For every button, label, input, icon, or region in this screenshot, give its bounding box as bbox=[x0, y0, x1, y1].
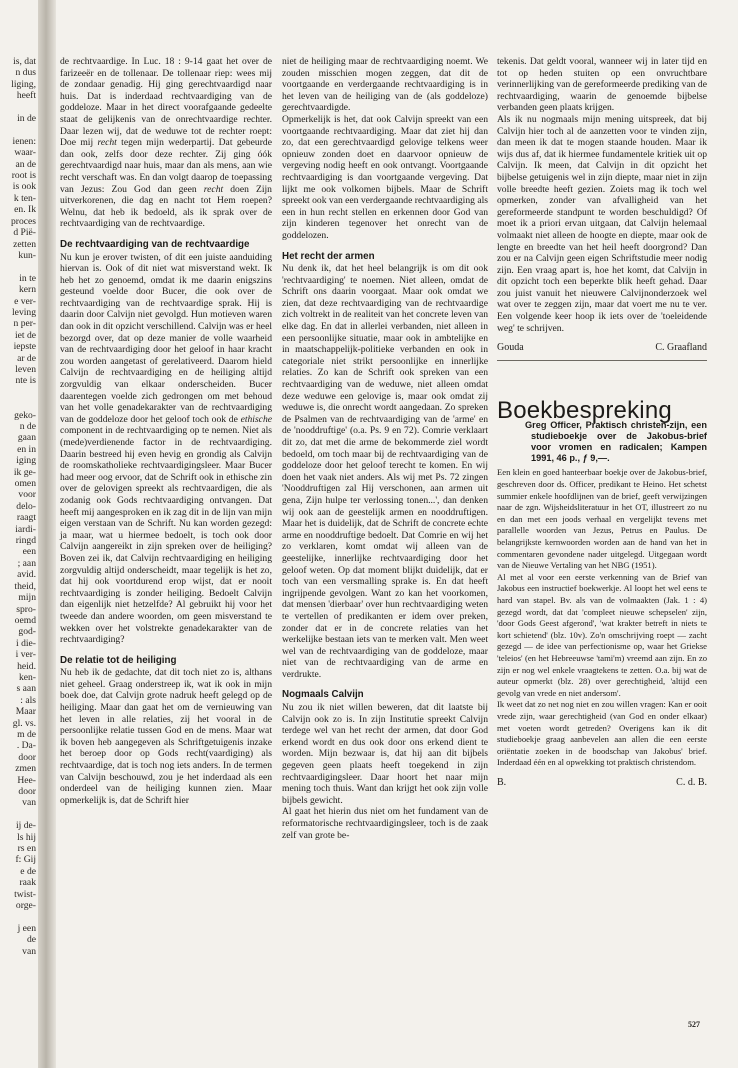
margin-fragment: twist- bbox=[14, 888, 36, 900]
section-title: Boekbespreking bbox=[497, 396, 672, 424]
paragraph: Al gaat het hierin dus niet om het fundament van de reformatorische rechtvaardigingsleer, toch is de zaak zelf van grote be- bbox=[282, 806, 488, 841]
margin-fragment: kun- bbox=[18, 249, 36, 261]
margin-fragment: delo- bbox=[16, 500, 36, 512]
paragraph: Nu kun je erover twisten, of dit een juiste aanduiding hiervan is. Ook of dit niet wat misverstand wekt. Ik heb het zo genoemd, omdat ik me daarin enigszins gesteund voelde door Bucer, die ook over de rechtvaardiging van de rechtvaardige sprak. Hij is daarin door Calvijn niet gevolgd. Hun motieven waren dan ook in dit opzicht verschillend. Calvijn was er heel bezorgd over, dat op deze manier de volle waarheid van de rechtvaardiging door het geloof in haar kracht zou worden aangetast of gerelativeerd. Daarom hield Calvijn de rechtvaardiging en de heiliging altijd zorgvuldig van elkaar onderscheiden. Bucer daarentegen voelde zich gedrongen om met behoud van het volle genadekarakter van de rechtvaardiging van de goddeloze door het geloof toch ook de ethische component in de rechtvaardiging op te nemen. Niet als (mede)verdienende factor in de rechtvaardiging. Daarin bestreed hij even hevig en grondig als Calvijn de roomskatholieke rechtvaardigingsleer. Maar Bucer had meer oog ervoor, dat de Schrift ook in ethische zin over de gelovigen spreekt als rechtvaardigen, die als zodanig ook Gods rechtvaardiging ontvangen. Dat heeft mij aangesproken en ik zag dit in de lijn van mijn eigen verstaan van de Schrift. Nu kan worden gezegd: ja maar, wat u hiermee bedoelt, is toch ook door Calvijn aangereikt in zijn spreken over de heiliging? Boven zei ik, dat Calvijn rechtvaardiging en heiliging zorgvuldig altijd onderscheidt, maar tegelijk is het zo, dat hij ook voortdurend erop wijst, dat er nooit rechtvaardiging is zonder heiliging. Bedoelt Calvijn dan eigenlijk niet hetzelfde? Al gebruikt hij voor het tweede dan andere woorden, om geen misverstand te wekken over het volstrekte genadekarakter van de rechtvaardiging? bbox=[60, 251, 272, 646]
margin-fragment: n per- bbox=[13, 318, 36, 330]
page-number: 527 bbox=[688, 1020, 700, 1029]
author-signature bbox=[497, 342, 707, 354]
margin-fragment: ls hij bbox=[17, 831, 36, 843]
margin-fragment: i ver- bbox=[15, 649, 36, 661]
margin-fragment: s aan bbox=[16, 683, 36, 695]
margin-fragment: d Pië- bbox=[13, 227, 36, 239]
signature-left: B. bbox=[497, 776, 507, 788]
margin-fragment: en. Ik bbox=[14, 204, 36, 216]
margin-fragment: ienen: bbox=[12, 135, 36, 147]
paragraph: Als ik nu nogmaals mijn mening uitspreek, dat bij Calvijn hier toch al de aanzetten voor te vinden zijn, dan meen ik dat te mogen staande houden. Maar ik wijs dus af, dat ik hiermee fundamentele kritiek uit op Calvijn. Ik meen, dat Calvijn in dit opzicht het bijbelse getuigenis wel in zijn diepte, maar niet in zijn volle breedte heeft gezien. Zoiets mag ik toch wel opmerken, zonder van afvalligheid van het gereformeerde standpunt te worden beschuldigd? Of moet ik a priori ervan uitgaan, dat Calvijn helemaal volmaakt niet alleen de hoogte en diepte, maar ook de lengte en breedte van het heil heeft doorgrond? Dan zou er na Calvijn geen eigen Schriftstudie meer nodig zijn. Een vraag apart is, hoe het komt, dat Calvijn in dit opzicht toch een beperkte blik heeft gehad. Daar zou juist vanuit het nieuwere Calvijnonderzoek wel wat over te zeggen zijn, maar dat voert me nu te ver. Een volgende keer hoop ik iets over de 'toeleidende weg' te schrijven. bbox=[497, 113, 707, 334]
margin-fragment: k ten- bbox=[13, 192, 36, 204]
margin-fragment: en in bbox=[17, 443, 36, 455]
margin-fragment: leving bbox=[12, 306, 36, 318]
margin-fragment: zetten bbox=[13, 238, 36, 250]
signature-right: C. d. B. bbox=[676, 776, 707, 788]
margin-fragment: in de bbox=[17, 113, 36, 125]
column-2 bbox=[282, 56, 488, 841]
margin-fragment: e de bbox=[20, 865, 36, 877]
margin-fragment bbox=[0, 124, 36, 135]
margin-fragment: ar de bbox=[17, 352, 36, 364]
margin-fragment: spro- bbox=[16, 603, 36, 615]
margin-fragment bbox=[0, 261, 36, 272]
section-heading: De rechtvaardiging van de rechtvaardige bbox=[60, 238, 250, 250]
margin-fragment: iet de bbox=[14, 329, 36, 341]
margin-fragment: ringd bbox=[15, 535, 36, 547]
margin-fragment: door bbox=[18, 786, 36, 797]
margin-fragment: an de bbox=[15, 158, 36, 170]
margin-fragment: liging, bbox=[11, 78, 36, 90]
margin-fragment: orge- bbox=[15, 900, 36, 912]
margin-fragment: iardi- bbox=[15, 523, 36, 535]
margin-fragment: e ver- bbox=[14, 295, 36, 307]
margin-fragment: iging bbox=[16, 455, 36, 467]
margin-fragment: leven bbox=[15, 363, 36, 375]
paragraph: Nu denk ik, dat het heel belangrijk is om dit ook 'rechtvaardiging' te noemen. Niet alleen, omdat de Schrift ons daarin voorgaat. Maar ook omdat we zien, dat deze rechtvaardiging van de rechtvaardige zich voltrekt in de realiteit van het concrete leven van elke dag. En dat in allerlei verbanden, niet alleen in een persoonlijke situatie, maar ook in ambtelijke en in maatschappelijk-politieke verbanden en ook in categoriale niet strikt persoonlijke en innerlijke relaties. Zo kan de Schrift ook spreken van een rechtvaardiging van de weduwe, niet alleen omdat deze weduwe een gelovige is, maar ook omdat zij weduwe is, die onrecht wordt aangedaan. Zo spreken de Psalmen van de rechtvaardiging van de 'arme' en de 'nooddruftige' (o.a. Ps. 9 en 72). Comrie verklaart dit zo, dat met die arme de bekommerde ziel wordt bedoeld, om toch maar bij de rechtvaardiging van de goddeloze door het geloof terecht te komen. En wij doen het vaak niet anders. Als wij met Ps. 72 zingen 'Nooddruftigen zal Hij verschonen, aan armen uit gena, Zijn hulpe ter verlossing tonen...', dan denken wij ook aan de geestelijk armen en nooddruftigen. Maar het is duidelijk, dat de Schrift de concrete echte arme en nooddruftige bedoelt. Dat Comrie en wij het zo verklaren, komt omdat wij alleen van de geestelijke, innerlijke rechtvaardiging door het geloof weten. Op dat moment blijkt duidelijk, dat er toch van een versmalling sprake is. En dat heeft ingrijpende gevolgen. Want zo kan het voorkomen, dat mensen 'dierbaar' over hun rechtvaardiging weten te vertellen of predikanten er idem over preken, zonder dat er in de concrete relaties van het werkelijke bestaan iets van te merken valt. Men weet wel van de rechtvaardiging van de goddeloze, maar niet van de rechtvaardiging van de arme en verdrukte. bbox=[282, 263, 488, 680]
margin-fragment bbox=[0, 398, 36, 409]
margin-fragment: waar- bbox=[14, 147, 36, 159]
margin-fragment bbox=[0, 911, 36, 922]
margin-fragment bbox=[0, 809, 36, 820]
margin-fragment: raagt bbox=[16, 512, 36, 524]
margin-fragment: f: Gij bbox=[15, 854, 36, 866]
paragraph: niet de heiliging maar de rechtvaardiging noemt. We zouden misschien mogen zeggen, dat dit de voortgaande en verdergaande rechtvaardiging is in het leven van de heiliging van de (als goddeloze) gerechtvaardigde. bbox=[282, 56, 488, 114]
margin-fragment: van bbox=[22, 945, 36, 957]
margin-fragment: voor bbox=[18, 489, 36, 501]
margin-fragment: heeft bbox=[16, 90, 36, 102]
paragraph: de rechtvaardige. In Luc. 18 : 9-14 gaat het over de farizeeër en de tollenaar. De tollenaar riep: wees mij de zondaar genadig. Hij ging gerechtvaardigd naar huis. Dat is inderdaad rechtvaardiging van de goddeloze. Maar in het direct voorafgaande gedeelte staat de gelijkenis van de onrechtvaardige rechter. Daar lezen wij, dat de weduwe tot de rechter roept: Doe mij recht tegen mijn wederpartij. Dat gebeurde dan ook, zelfs door deze rechter. Zij ging óók gerechtvaardigd naar huis, maar dan als mens, aan wie recht verschaft was. En dan volgt daarop de toepassing van Jezus: Zou God dan geen recht doen Zijn uitverkorenen, die dag en nacht tot Hem roepen? Welnu, dat heb ik bedoeld, als ik sprak over de rechtvaardiging van de rechtvaardige. bbox=[60, 56, 272, 230]
section-heading: Het recht der armen bbox=[282, 250, 375, 262]
paragraph: Nu heb ik de gedachte, dat dit toch niet zo is, althans niet geheel. Graag onderstreep ik, wat ik ook in mijn boek doe, dat Calvijn grote nadruk heeft gelegd op de heiliging. Maar dan gaat het om de vernieuwing van het leven in alle relaties, zij het vooral in de persoonlijke relatie tussen God en de mens. Maar wat ik boven heb aangegeven als Schriftgetuigenis inzake het beroep door op Gods recht(vaardiging) als rechtvaardige, dat is toch nog iets anders. In de termen van Calvijn beschouwd, zou je het inderdaad als een onderdeel van de heiliging kunnen zien. Maar opmerkelijk is, dat de Schrift hier bbox=[60, 667, 272, 806]
paragraph: Al met al voor een eerste verkenning van de Brief van Jakobus een instructief boekwerkje. Al loopt het wel eens te hard van stapel. Bv. als van de volmaakten (Jak. 1 : 4) gezegd wordt, dat dat 'compleet nieuwe schepselen' zijn, 'door Gods Geest afgerond', 'wat krakter betreft in niets te kort schietend' (blz. 10v). Zo'n omschrijving roept — zacht gezegd — de idee van perfectionisme op, waar het Griekse 'teleios' (en het Hebreeuwse 'tami'm) vreemd aan zijn. En zo zijn er nog wel enkele vraagtekens te zetten. O.a. bij wat de auteur opmerkt (blz. 28) over gerechtigheid, 'altijd een gevolg van vrede en niet andersom'. bbox=[497, 571, 707, 698]
margin-fragment: mijn bbox=[18, 592, 36, 604]
margin-fragment: rs en bbox=[17, 843, 36, 855]
margin-fragment: is, dat bbox=[13, 56, 36, 67]
margin-fragment: kern bbox=[18, 284, 36, 296]
margin-fragment: de bbox=[26, 934, 36, 946]
margin-fragment: root is bbox=[11, 170, 36, 182]
margin-fragment: een bbox=[22, 546, 36, 558]
margin-fragment: n de bbox=[19, 421, 36, 432]
review-signature bbox=[497, 777, 707, 789]
paragraph: tekenis. Dat geldt vooral, wanneer wij in later tijd en tot op heden stuiten op een onvruchtbare verinnerlijking van de gereformeerde prediking van de rechtvaardiging, waarin de genoemde bijbelse verbanden geen plaats krijgen. bbox=[497, 56, 707, 114]
margin-fragment: ; aan bbox=[17, 557, 36, 569]
margin-fragment: oemd bbox=[14, 614, 36, 626]
signature-place: Gouda bbox=[497, 342, 524, 354]
paragraph: Ik weet dat zo net nog niet en zou willen vragen: Kan er ooit vrede zijn, waar gerechtigheid (van God en onder elkaar) met voeten wordt getreden? Overigens kan ik dit studieboekje graag aanbevelen aan allen die een eerste oriëntatie zoeken in de boodschap van Jakobus' brief. Inderdaad één en al opwekking tot praktisch christendom. bbox=[497, 699, 707, 768]
margin-fragment: ik ge- bbox=[13, 466, 36, 478]
margin-fragment: ken- bbox=[18, 671, 36, 683]
previous-page-margin bbox=[0, 56, 36, 957]
margin-fragment: proces bbox=[10, 215, 36, 227]
margin-fragment: . Da- bbox=[16, 740, 36, 752]
signature-name: C. Graafland bbox=[655, 342, 707, 354]
column-3 bbox=[497, 56, 707, 788]
section-heading: De relatie tot de heiliging bbox=[60, 654, 177, 666]
margin-fragment: : als bbox=[20, 694, 36, 706]
paragraph: Nu zou ik niet willen beweren, dat dit laatste bij Calvijn ook zo is. In zijn Institutie spreekt Calvijn terdege wel van het recht der armen, dat door God erkend wordt en dus ook door ons erkend dient te worden. Mijn bezwaar is, dat hij aan dit bijbels gegeven geen plaats heeft toegekend in zijn rechtvaardigingsleer. Daar hoort het naar mijn mening toch thuis. Want dan krijgt het ook zijn volle bijbels gewicht. bbox=[282, 702, 488, 806]
margin-fragment: nte is bbox=[15, 375, 36, 387]
margin-fragment bbox=[0, 387, 36, 398]
paragraph: Opmerkelijk is het, dat ook Calvijn spreekt van een voortgaande rechtvaardiging. Maar dat ziet hij dan zo, dat een gerechtvaardigd gelovige telkens weer opnieuw zonden doet en daarvoor opnieuw de vergeving nodig heeft en ook ontvangt. Voortgaande rechtvaardiging is dan voortgaande vergeving. Dat lijkt me ook volkomen bijbels. Maar de Schrift spreekt ook van een verdergaande rechtvaardiging als een in hun recht stellen en erkennen door God van zijn kinderen tegenover het onrecht van de goddelozen. bbox=[282, 113, 488, 241]
paragraph: Een klein en goed hanteerbaar boekje over de Jakobus-brief, geschreven door ds. Officer, predikant te Heino. Het schetst summier enkele hoofdlijnen van de brief, geeft verwijzingen naar de zgn. Wijsheidsliteratuur in het OT, illustreert zo nu en dan met een joods verhaal en vergelijkt tevens met parallelle woorden van Jezus, Petrus en Paulus. De belangrijkste kernwoorden worden aan de hand van het in commentaren gevondene nader uitgelegd. Uitgegaan wordt van de Nieuwe Vertaling van het NBG (1951). bbox=[497, 467, 707, 571]
margin-fragment: Maar bbox=[15, 706, 36, 718]
margin-fragment: geko- bbox=[14, 409, 36, 421]
margin-fragment: m de bbox=[17, 728, 36, 740]
margin-fragment: iepste bbox=[13, 341, 36, 353]
binding-gutter bbox=[38, 0, 56, 1068]
margin-fragment: is ook bbox=[12, 181, 36, 193]
margin-fragment bbox=[0, 102, 36, 113]
margin-fragment: theid, bbox=[14, 580, 36, 592]
column-1 bbox=[60, 56, 272, 806]
margin-fragment: gl. vs. bbox=[12, 717, 36, 729]
divider bbox=[497, 360, 707, 361]
margin-fragment: ij de- bbox=[16, 820, 36, 832]
section-heading: Nogmaals Calvijn bbox=[282, 689, 364, 701]
margin-fragment: Hee- bbox=[17, 774, 36, 786]
margin-fragment: zmen bbox=[15, 763, 36, 775]
margin-fragment: door bbox=[18, 751, 36, 763]
margin-fragment: van bbox=[22, 797, 36, 809]
margin-fragment: i die- bbox=[16, 637, 36, 649]
margin-fragment: in te bbox=[19, 272, 36, 284]
margin-fragment: avid. bbox=[17, 569, 36, 581]
margin-fragment: n dus bbox=[15, 67, 36, 79]
margin-fragment: j een bbox=[17, 922, 36, 934]
margin-fragment: god- bbox=[18, 626, 36, 638]
review-heading: Greg Officer, Praktisch christen-zijn, een studieboekje over de Jakobus-brief voor vromen en radicalen; Kampen 1991, 46 p., ƒ 9,—. bbox=[525, 420, 707, 464]
margin-fragment: gaan bbox=[17, 432, 36, 444]
margin-fragment: raak bbox=[19, 877, 36, 889]
margin-fragment: omen bbox=[14, 478, 36, 490]
margin-fragment: heid. bbox=[17, 660, 36, 672]
